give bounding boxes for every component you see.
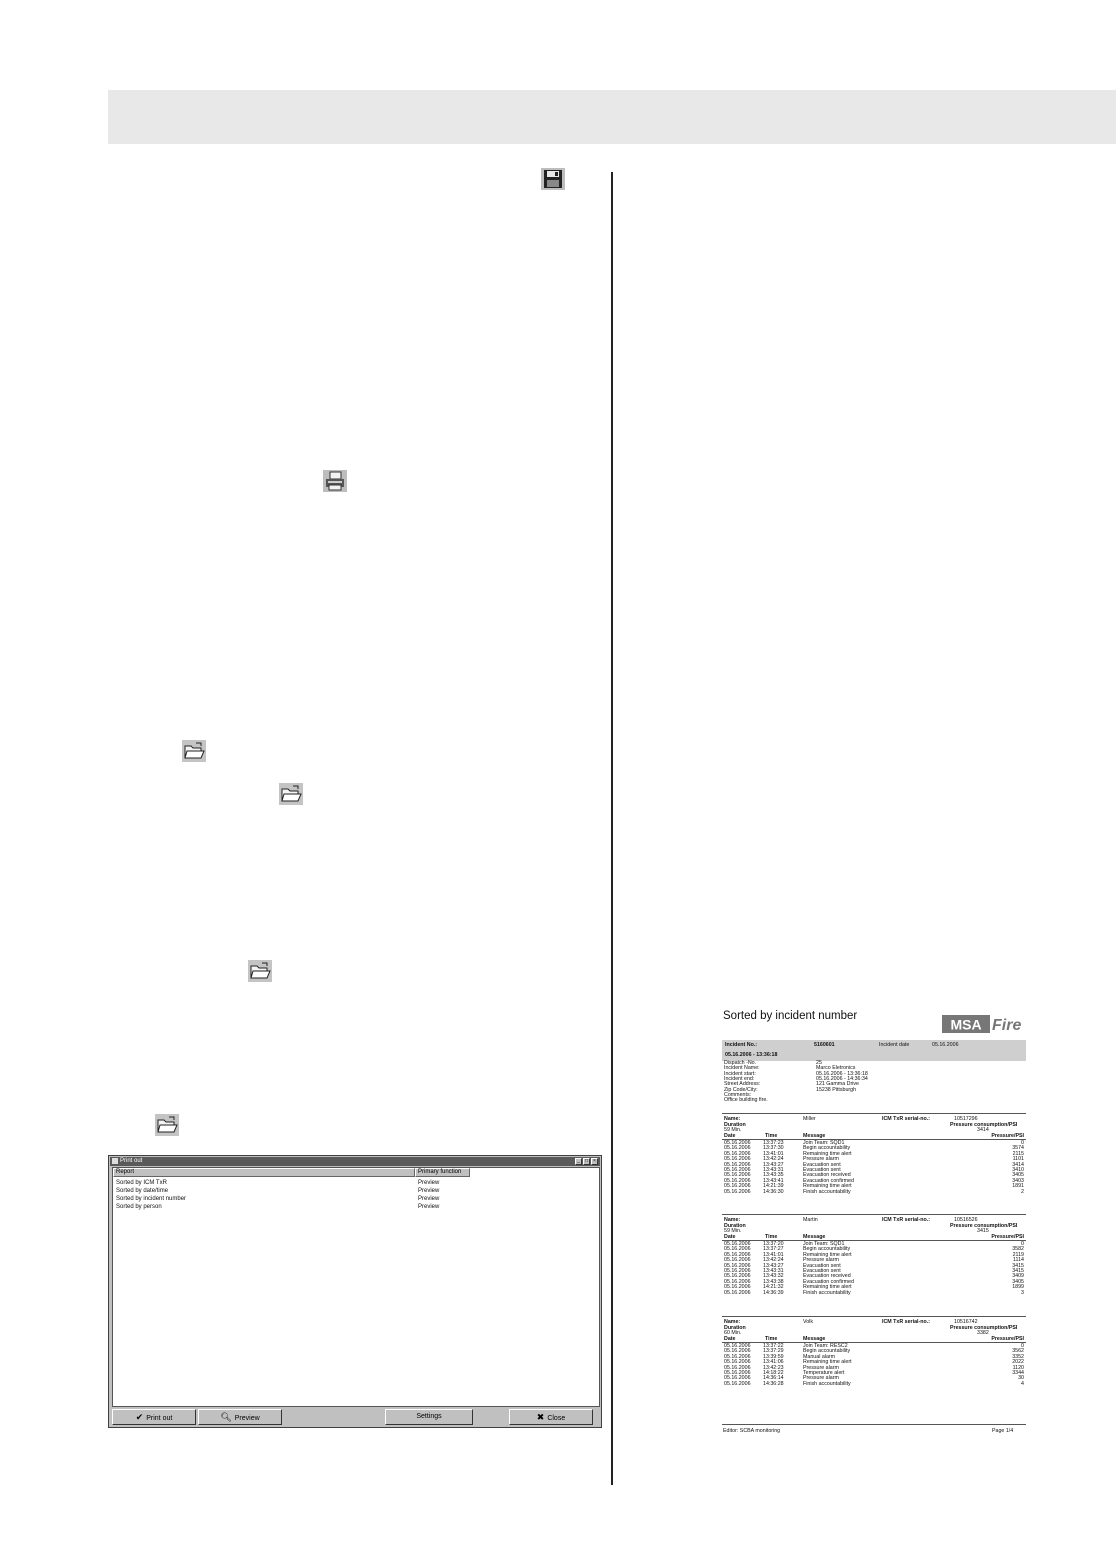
event-time: 14:36:39 xyxy=(763,1289,784,1296)
event-pressure: 0 xyxy=(1021,1140,1024,1146)
event-time: 14:21:39 xyxy=(763,1183,784,1190)
person-rule xyxy=(722,1113,1026,1114)
event-time: 13:37:20 xyxy=(763,1241,784,1247)
event-time: 13:39:59 xyxy=(763,1353,784,1360)
event-date: 05.16.2006 xyxy=(724,1262,751,1269)
event-time: 13:41:01 xyxy=(763,1150,784,1157)
event-pressure: 1891 xyxy=(1012,1183,1024,1190)
date-header: Date xyxy=(724,1234,736,1240)
name-label: Name: xyxy=(724,1217,741,1223)
time-header: Time xyxy=(765,1133,778,1139)
event-date: 05.16.2006 xyxy=(724,1188,751,1195)
event-date: 05.16.2006 xyxy=(724,1370,751,1376)
list-item[interactable]: Sorted by ICM TxR Preview xyxy=(116,1180,440,1186)
duration-label: Duration xyxy=(724,1325,746,1331)
info-label: Comments: xyxy=(724,1091,752,1098)
report-list[interactable] xyxy=(112,1167,600,1407)
incident-date: 05.16.2006 xyxy=(932,1042,959,1048)
pressure-header: Pressure/PSI xyxy=(991,1234,1024,1240)
event-message: Remaining time alert xyxy=(803,1251,852,1258)
event-date: 05.16.2006 xyxy=(724,1246,751,1253)
event-message: Evacuation sent xyxy=(803,1268,841,1274)
event-pressure: 30 xyxy=(1018,1375,1024,1382)
event-time: 13:42:24 xyxy=(763,1156,784,1163)
serial-number: 10517296 xyxy=(954,1116,978,1122)
event-time: 14:36:14 xyxy=(763,1375,784,1382)
info-value: 05.16.2006 - 13:36:18 xyxy=(816,1070,868,1077)
event-time: 13:41:06 xyxy=(763,1359,784,1366)
duration-label: Duration xyxy=(724,1122,746,1128)
event-pressure: 1114 xyxy=(1013,1257,1024,1264)
event-date: 05.16.2006 xyxy=(724,1348,751,1355)
duration-value: 60 Min. xyxy=(724,1330,742,1336)
event-message: Pressure alarm xyxy=(803,1364,839,1371)
event-message: Evacuation sent xyxy=(803,1167,841,1173)
event-date: 05.16.2006 xyxy=(724,1273,751,1280)
event-date: 05.16.2006 xyxy=(724,1278,751,1285)
minimize-button[interactable]: _ xyxy=(575,1158,582,1165)
info-label: Incident end: xyxy=(724,1075,755,1082)
event-message: Finish accountability xyxy=(803,1289,851,1296)
serial-label: ICM TxR serial-no.: xyxy=(882,1319,930,1325)
event-time: 13:37:30 xyxy=(763,1145,784,1152)
checkmark-icon: ✔ xyxy=(135,1412,144,1422)
event-time: 13:43:27 xyxy=(763,1262,784,1269)
serial-number: 10516742 xyxy=(954,1319,978,1325)
duration-value: 59 Min. xyxy=(724,1127,742,1133)
event-pressure: 2022 xyxy=(1012,1359,1024,1366)
duration-label: Duration xyxy=(724,1223,746,1229)
event-pressure: 1899 xyxy=(1012,1284,1024,1291)
magnifier-icon: 🔍︎ xyxy=(220,1412,232,1422)
event-time: 13:37:22 xyxy=(763,1343,784,1349)
event-time: 13:37:23 xyxy=(763,1140,784,1146)
event-message: Evacuation received xyxy=(803,1172,851,1179)
event-time: 14:36:28 xyxy=(763,1380,784,1387)
time-header: Time xyxy=(765,1234,778,1240)
event-pressure: 3 xyxy=(1021,1289,1024,1296)
close-window-button[interactable]: × xyxy=(591,1158,598,1165)
date-header: Date xyxy=(724,1336,736,1342)
event-pressure: 2 xyxy=(1021,1188,1024,1195)
person-name: Volk xyxy=(803,1319,814,1325)
event-date: 05.16.2006 xyxy=(724,1284,751,1291)
info-value: Marco Eletronics xyxy=(816,1065,856,1072)
person-rule xyxy=(722,1316,1026,1317)
printer-icon xyxy=(323,470,347,492)
column-header-report[interactable]: Report xyxy=(113,1168,415,1177)
info-label: Incident Name: xyxy=(724,1065,760,1072)
event-pressure: 4 xyxy=(1021,1380,1024,1387)
list-item[interactable]: Sorted by date/time Preview xyxy=(116,1188,440,1194)
event-pressure: 3405 xyxy=(1012,1172,1024,1179)
column-divider xyxy=(611,172,613,1485)
event-time: 13:43:27 xyxy=(763,1161,784,1168)
event-time: 14:36:30 xyxy=(763,1188,784,1195)
event-date: 05.16.2006 xyxy=(724,1289,751,1296)
event-date: 05.16.2006 xyxy=(724,1161,751,1168)
svg-text:MSA: MSA xyxy=(950,1016,982,1033)
floppy-disk-icon xyxy=(541,168,565,190)
event-time: 13:43:35 xyxy=(763,1172,784,1179)
header-band xyxy=(108,90,1116,144)
event-message: Remaining time alert xyxy=(803,1359,852,1366)
date-header: Date xyxy=(724,1133,736,1139)
event-pressure: 2119 xyxy=(1012,1251,1024,1258)
duration-value: 59 Min. xyxy=(724,1228,742,1234)
event-pressure: 3415 xyxy=(1012,1268,1024,1274)
event-date: 05.16.2006 xyxy=(724,1343,751,1349)
event-message: Join Team: SQD1 xyxy=(803,1241,845,1247)
event-message: Join Team: SQD1 xyxy=(803,1140,845,1146)
event-time: 13:43:38 xyxy=(763,1278,784,1285)
event-message: Begin accountability xyxy=(803,1246,851,1253)
close-button[interactable]: ✖ Close xyxy=(509,1409,593,1425)
print-out-button[interactable]: ✔ Print out xyxy=(112,1409,196,1425)
event-date: 05.16.2006 xyxy=(724,1380,751,1387)
serial-number: 10516526 xyxy=(954,1217,978,1223)
info-label: Incident start: xyxy=(724,1070,756,1077)
consumption-label: Pressure consumption/PSI xyxy=(950,1122,1018,1128)
event-date: 05.16.2006 xyxy=(724,1183,751,1190)
event-time: 13:37:27 xyxy=(763,1246,784,1253)
event-pressure: 3403 xyxy=(1012,1177,1024,1184)
event-message: Evacuation received xyxy=(803,1273,851,1280)
person-rule xyxy=(722,1214,1026,1215)
event-date: 05.16.2006 xyxy=(724,1156,751,1163)
dialog-title-bar xyxy=(110,1157,600,1166)
info-label: Dispatch -No. xyxy=(724,1060,757,1066)
person-name: Martin xyxy=(803,1217,818,1223)
event-time: 13:43:31 xyxy=(763,1167,784,1173)
event-date: 05.16.2006 xyxy=(724,1167,751,1173)
event-message: Finish accountability xyxy=(803,1380,851,1387)
event-message: Begin accountability xyxy=(803,1145,851,1152)
info-label: Zip Code/City: xyxy=(724,1086,758,1093)
event-pressure: 3414 xyxy=(1012,1161,1024,1168)
event-message: Pressure alarm xyxy=(803,1156,839,1163)
event-date: 05.16.2006 xyxy=(724,1145,751,1152)
folder-open-icon xyxy=(182,740,206,762)
event-pressure: 3410 xyxy=(1012,1167,1024,1173)
event-date: 05.16.2006 xyxy=(724,1353,751,1360)
incident-number: 5160601 xyxy=(814,1042,835,1048)
event-pressure: 3352 xyxy=(1012,1353,1024,1360)
event-time: 13:43:32 xyxy=(763,1273,784,1280)
info-label: Street Address: xyxy=(724,1081,761,1088)
info-label: Office building fire. xyxy=(724,1097,768,1104)
event-date: 05.16.2006 xyxy=(724,1375,751,1382)
consumption-label: Pressure consumption/PSI xyxy=(950,1325,1018,1331)
folder-open-icon xyxy=(155,1114,179,1136)
pressure-header: Pressure/PSI xyxy=(991,1336,1024,1342)
consumption-value: 3382 xyxy=(977,1330,989,1336)
message-header: Message xyxy=(803,1234,826,1240)
event-message: Evacuation confirmed xyxy=(803,1278,854,1285)
footer-rule xyxy=(722,1424,1026,1425)
time-header: Time xyxy=(765,1336,778,1342)
event-pressure: 2115 xyxy=(1012,1150,1024,1157)
event-message: Begin accountability xyxy=(803,1348,851,1355)
event-pressure: 1120 xyxy=(1012,1364,1024,1371)
close-x-icon: ✖ xyxy=(536,1412,545,1422)
event-time: 13:42:24 xyxy=(763,1257,784,1264)
report-title: Sorted by incident number xyxy=(723,1010,858,1022)
event-date: 05.16.2006 xyxy=(724,1364,751,1371)
event-message: Finish accountability xyxy=(803,1188,851,1195)
event-message: Evacuation sent xyxy=(803,1262,841,1269)
footer-editor: Editor: SCBA monitoring xyxy=(723,1428,781,1434)
consumption-value: 3414 xyxy=(977,1127,989,1133)
print-out-dialog xyxy=(108,1155,602,1428)
person-name: Miller xyxy=(803,1116,816,1122)
event-time: 13:42:23 xyxy=(763,1364,784,1371)
list-item[interactable]: Sorted by person Preview xyxy=(116,1204,440,1210)
event-pressure: 0 xyxy=(1021,1343,1024,1349)
event-pressure: 3562 xyxy=(1012,1348,1024,1355)
pressure-header: Pressure/PSI xyxy=(991,1133,1024,1139)
event-date: 05.16.2006 xyxy=(724,1257,751,1264)
event-pressure: 3405 xyxy=(1012,1278,1024,1285)
event-message: Evacuation sent xyxy=(803,1161,841,1168)
event-message: Remaining time alert xyxy=(803,1150,852,1157)
event-pressure: 3409 xyxy=(1012,1273,1024,1280)
svg-text:Fire: Fire xyxy=(992,1017,1022,1034)
msa-fire-logo xyxy=(942,1013,1026,1035)
consumption-value: 3415 xyxy=(977,1228,989,1234)
system-menu-icon[interactable] xyxy=(112,1158,118,1164)
info-value: 15238 Pittsburgh xyxy=(816,1086,857,1093)
folder-open-icon xyxy=(248,960,272,982)
footer-page: Page 1/4 xyxy=(992,1428,1014,1434)
settings-button[interactable]: Settings xyxy=(385,1409,473,1425)
event-time: 14:18:22 xyxy=(763,1370,784,1376)
dialog-title: Print out xyxy=(120,1158,143,1164)
event-pressure: 3415 xyxy=(1012,1262,1024,1269)
incident-time-range: 05.16.2006 - 13:36:18 xyxy=(725,1052,778,1058)
folder-open-icon xyxy=(279,783,303,805)
event-message: Remaining time alert xyxy=(803,1284,852,1291)
event-message: Pressure alarm xyxy=(803,1257,839,1264)
message-header: Message xyxy=(803,1336,826,1342)
event-date: 05.16.2006 xyxy=(724,1172,751,1179)
event-pressure: 0 xyxy=(1021,1241,1024,1247)
event-time: 13:41:01 xyxy=(763,1251,784,1258)
event-message: Evacuation confirmed xyxy=(803,1177,854,1184)
event-message: Remaining time alert xyxy=(803,1183,852,1190)
event-time: 14:21:32 xyxy=(763,1284,784,1291)
event-pressure: 3574 xyxy=(1012,1145,1024,1152)
event-message: Join Team: RESC2 xyxy=(803,1343,848,1349)
list-item[interactable]: Sorted by incident number Preview xyxy=(116,1196,440,1202)
serial-label: ICM TxR serial-no.: xyxy=(882,1116,930,1122)
event-date: 05.16.2006 xyxy=(724,1251,751,1258)
consumption-label: Pressure consumption/PSI xyxy=(950,1223,1018,1229)
event-time: 13:43:31 xyxy=(763,1268,784,1274)
event-message: Temperature alert xyxy=(803,1370,845,1376)
message-header: Message xyxy=(803,1133,826,1139)
event-date: 05.16.2006 xyxy=(724,1150,751,1157)
event-time: 13:43:41 xyxy=(763,1177,784,1184)
column-header-primary-function[interactable]: Primary function xyxy=(415,1168,470,1177)
incident-label: Incident No.: xyxy=(725,1042,758,1048)
event-pressure: 3582 xyxy=(1012,1246,1024,1253)
event-message: Manual alarm xyxy=(803,1353,836,1360)
event-pressure: 3344 xyxy=(1012,1370,1024,1376)
info-value: 25 xyxy=(816,1060,822,1066)
event-pressure: 1101 xyxy=(1012,1156,1024,1163)
info-value: 121 Gamma Drive xyxy=(816,1081,859,1088)
event-date: 05.16.2006 xyxy=(724,1359,751,1366)
event-message: Pressure alarm xyxy=(803,1375,839,1382)
event-date: 05.16.2006 xyxy=(724,1241,751,1247)
info-value: 05.16.2006 - 14:36:34 xyxy=(816,1075,868,1082)
report-preview xyxy=(722,1010,1032,1440)
serial-label: ICM TxR serial-no.: xyxy=(882,1217,930,1223)
maximize-button[interactable]: □ xyxy=(584,1158,589,1164)
preview-button[interactable]: 🔍︎ Preview xyxy=(198,1409,282,1425)
name-label: Name: xyxy=(724,1319,741,1325)
event-date: 05.16.2006 xyxy=(724,1140,751,1146)
event-date: 05.16.2006 xyxy=(724,1177,751,1184)
name-label: Name: xyxy=(724,1116,741,1122)
incident-date-label: Incident date xyxy=(879,1042,910,1048)
event-time: 13:37:29 xyxy=(763,1348,784,1355)
event-date: 05.16.2006 xyxy=(724,1268,751,1274)
